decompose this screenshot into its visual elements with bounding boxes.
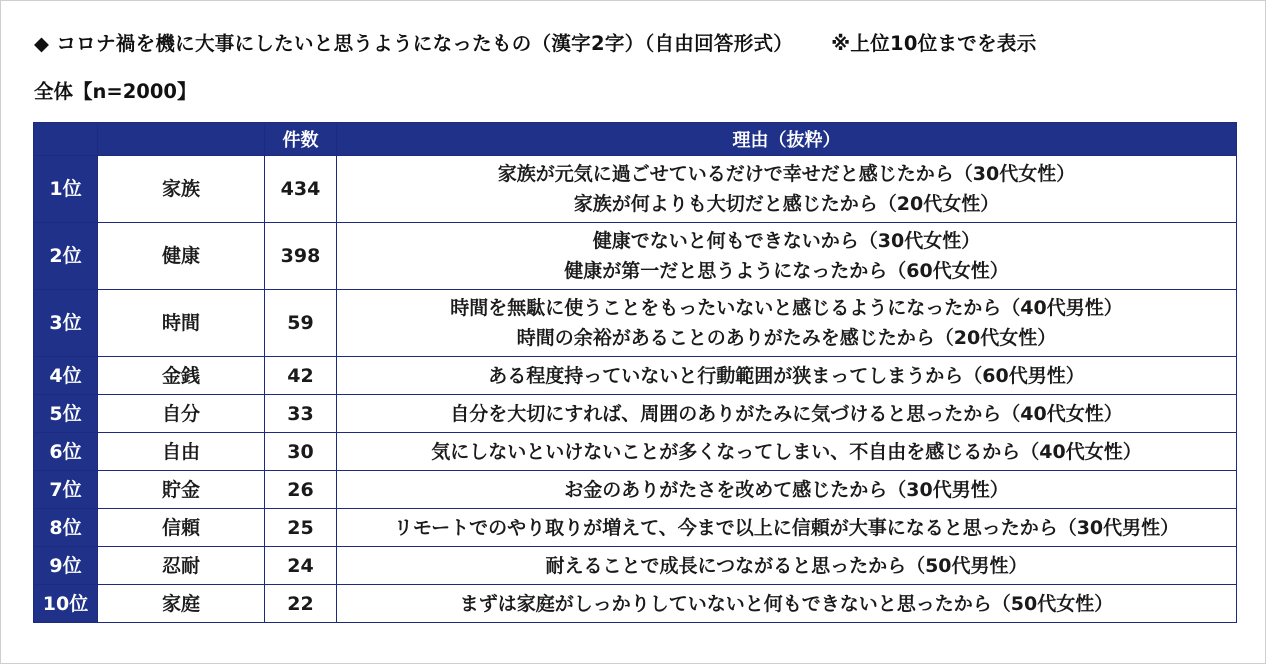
rank-cell: 8位 bbox=[34, 509, 98, 547]
rank-cell: 4位 bbox=[34, 357, 98, 395]
reason-text: 耐えることで成長につながると思ったから（50代男性） bbox=[545, 554, 1028, 577]
word-cell: 忍耐 bbox=[98, 547, 265, 585]
word-cell: 家族 bbox=[98, 156, 265, 223]
rank-cell: 9位 bbox=[34, 547, 98, 585]
rank-cell: 5位 bbox=[34, 395, 98, 433]
reason-cell bbox=[337, 433, 1237, 471]
reason-text: まずは家庭がしっかりしていないと何もできないと思ったから（50代女性） bbox=[459, 592, 1114, 615]
reason-text: 家族が何よりも大切だと感じたから（20代女性） bbox=[573, 193, 1000, 215]
figure-title bbox=[34, 28, 1037, 56]
word-cell: 健康 bbox=[98, 223, 265, 290]
header-word bbox=[98, 123, 265, 156]
count-cell: 30 bbox=[265, 433, 337, 471]
table-row bbox=[34, 471, 1237, 509]
word-cell: 金銭 bbox=[98, 357, 265, 395]
header-reason: 理由（抜粋） bbox=[337, 123, 1237, 156]
rank-cell: 2位 bbox=[34, 223, 98, 290]
count-cell: 398 bbox=[265, 223, 337, 290]
title-text: ◆ コロナ禍を機に大事にしたいと思うようになったもの（漢字2字）（自由回答形式） bbox=[34, 32, 794, 55]
reason-text: ある程度持っていないと行動範囲が狭まってしまうから（60代男性） bbox=[488, 364, 1085, 387]
reason-cell bbox=[337, 290, 1237, 357]
reason-cell bbox=[337, 395, 1237, 433]
header-count: 件数 bbox=[265, 123, 337, 156]
count-cell: 59 bbox=[265, 290, 337, 357]
table-header-row bbox=[34, 123, 1237, 156]
reason-cell bbox=[337, 509, 1237, 547]
table-row bbox=[34, 290, 1237, 357]
count-cell: 25 bbox=[265, 509, 337, 547]
title-note: ※上位10位までを表示 bbox=[831, 32, 1037, 55]
reason-cell bbox=[337, 471, 1237, 509]
reason-text: リモートでのやり取りが増えて、今まで以上に信頼が大事になると思ったから（30代男性） bbox=[393, 516, 1180, 539]
word-cell: 時間 bbox=[98, 290, 265, 357]
word-cell: 自由 bbox=[98, 433, 265, 471]
word-cell: 信頼 bbox=[98, 509, 265, 547]
reason-text: 家族が元気に過ごせているだけで幸せだと感じたから（30代女性） bbox=[497, 163, 1076, 185]
rank-cell: 1位 bbox=[34, 156, 98, 223]
reason-text: 健康が第一だと思うようになったから（60代女性） bbox=[564, 260, 1009, 282]
sample-size-label: 全体【n=2000】 bbox=[34, 80, 197, 103]
table-row bbox=[34, 156, 1237, 223]
reason-text: 気にしないといけないことが多くなってしまい、不自由を感じるから（40代女性） bbox=[431, 440, 1142, 463]
table-row bbox=[34, 585, 1237, 623]
count-cell: 42 bbox=[265, 357, 337, 395]
count-cell: 24 bbox=[265, 547, 337, 585]
reason-cell bbox=[337, 547, 1237, 585]
word-cell: 自分 bbox=[98, 395, 265, 433]
table-row bbox=[34, 433, 1237, 471]
reason-text: 自分を大切にすれば、周囲のありがたみに気づけると思ったから（40代女性） bbox=[450, 402, 1123, 425]
rank-cell: 6位 bbox=[34, 433, 98, 471]
count-cell: 22 bbox=[265, 585, 337, 623]
reason-cell bbox=[337, 223, 1237, 290]
word-cell: 貯金 bbox=[98, 471, 265, 509]
header-rank bbox=[34, 123, 98, 156]
rank-cell: 10位 bbox=[34, 585, 98, 623]
table-row bbox=[34, 547, 1237, 585]
count-cell: 434 bbox=[265, 156, 337, 223]
reason-text: お金のありがたさを改めて感じたから（30代男性） bbox=[564, 478, 1009, 501]
table-row bbox=[34, 357, 1237, 395]
reason-cell bbox=[337, 357, 1237, 395]
word-cell: 家庭 bbox=[98, 585, 265, 623]
count-cell: 26 bbox=[265, 471, 337, 509]
table-row bbox=[34, 509, 1237, 547]
reason-text: 健康でないと何もできないから（30代女性） bbox=[592, 230, 981, 252]
reason-text: 時間を無駄に使うことをもったいないと感じるようになったから（40代男性） bbox=[450, 297, 1123, 319]
rank-cell: 7位 bbox=[34, 471, 98, 509]
ranking-table bbox=[33, 122, 1237, 623]
reason-text: 時間の余裕があることのありがたみを感じたから（20代女性） bbox=[516, 327, 1057, 349]
reason-cell bbox=[337, 585, 1237, 623]
table-row bbox=[34, 395, 1237, 433]
table-row bbox=[34, 223, 1237, 290]
rank-cell: 3位 bbox=[34, 290, 98, 357]
reason-cell bbox=[337, 156, 1237, 223]
count-cell: 33 bbox=[265, 395, 337, 433]
